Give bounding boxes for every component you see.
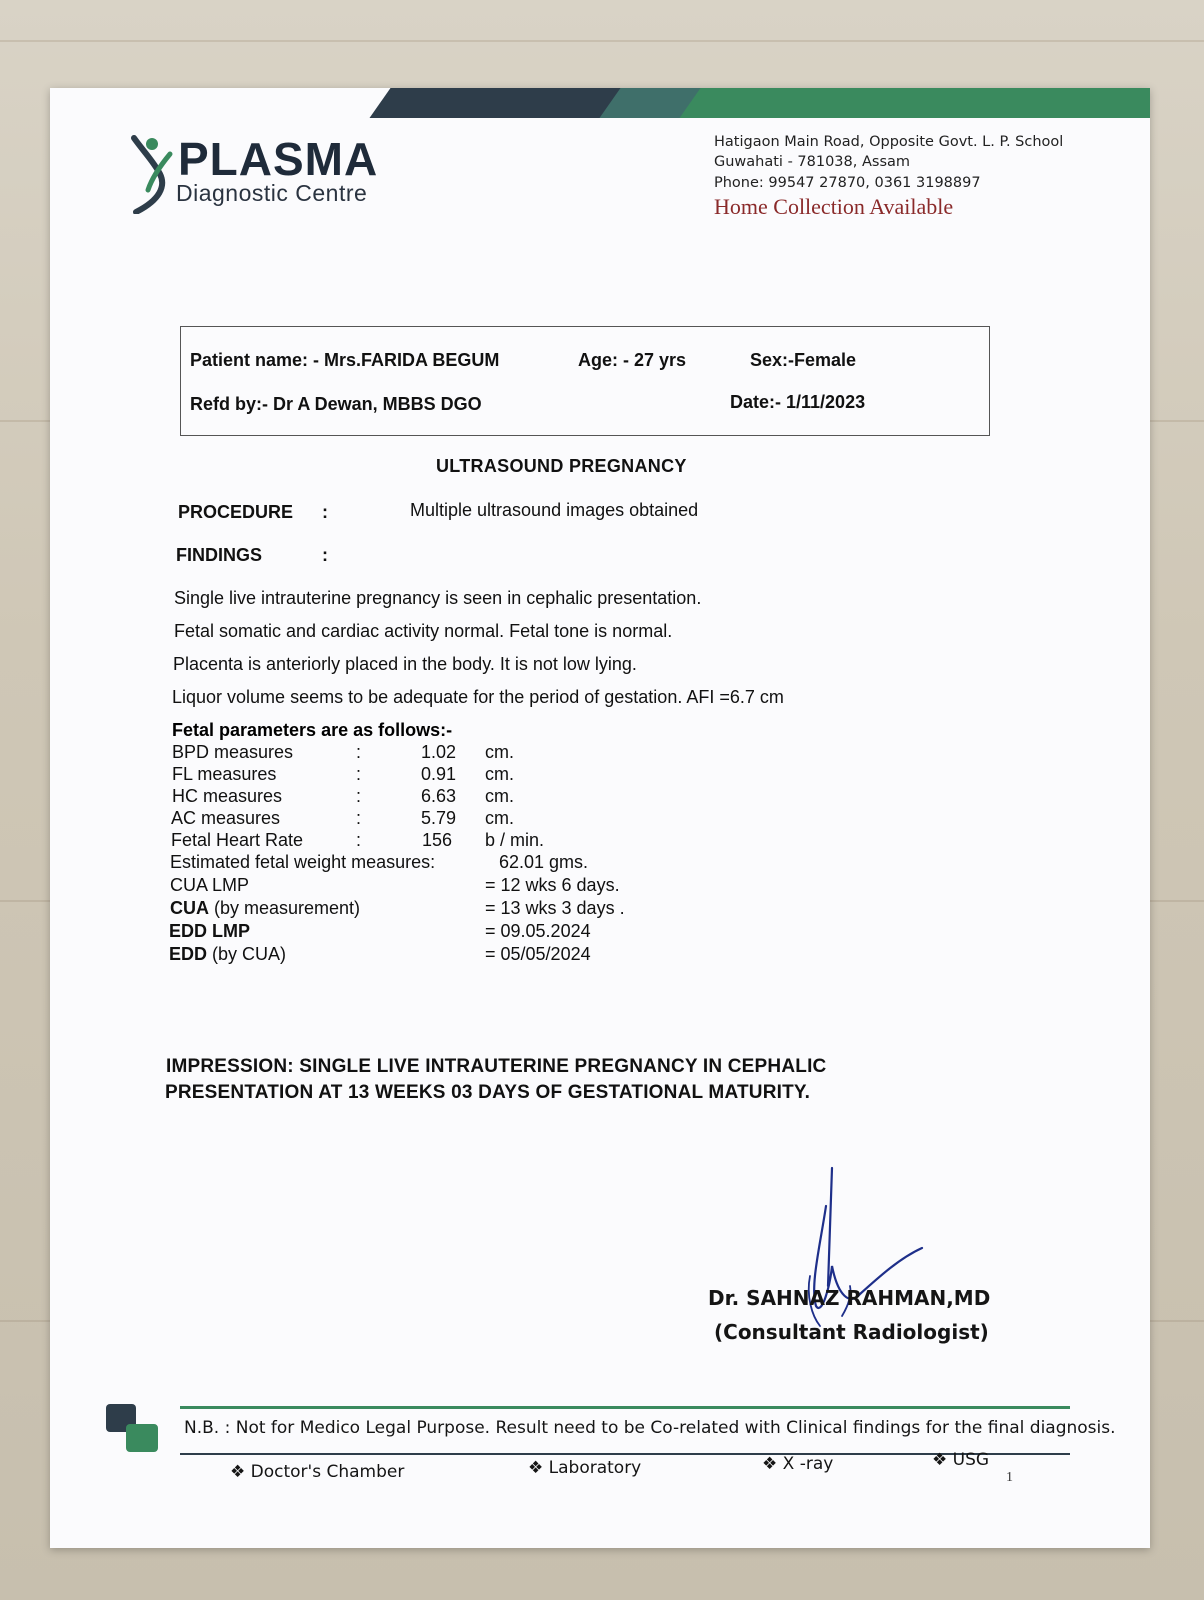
signature-scribble: [790, 1166, 930, 1336]
cua-measurement-label: [170, 898, 360, 919]
cua-measurement-value: = 13 wks 3 days .: [485, 898, 625, 918]
doctor-title: (Consultant Radiologist): [714, 1320, 989, 1344]
cua-bold: CUA: [170, 898, 209, 918]
disclaimer-note: N.B. : Not for Medico Legal Purpose. Result need to be Co-related with Clinical findings for the final diagnosis.: [184, 1418, 1116, 1438]
measure-label: BPD measures: [172, 742, 294, 762]
measure-value: 156: [422, 830, 453, 850]
service-usg: ❖ USG: [932, 1450, 990, 1470]
measure-value: 1.02: [421, 742, 457, 762]
phone-numbers: Phone: 99547 27870, 0361 3198897: [714, 175, 981, 191]
footer-line: [180, 1406, 1070, 1409]
finding-line: Liquor volume seems to be adequate for the period of gestation. AFI =6.7 cm: [172, 687, 784, 707]
finding-line: Single live intrauterine pregnancy is seen in cephalic presentation.: [174, 588, 702, 608]
procedure-text: Multiple ultrasound images obtained: [410, 500, 699, 520]
measure-unit: cm.: [485, 786, 514, 806]
measure-colon: :: [356, 830, 362, 850]
measure-colon: :: [356, 742, 362, 762]
edd-lmp-value: = 09.05.2024: [485, 921, 591, 941]
referred-by: Refd by:- Dr A Dewan, MBBS DGO: [190, 394, 482, 414]
measure-label: HC measures: [172, 786, 283, 806]
measure-unit: cm.: [485, 742, 514, 762]
address-line: Hatigaon Main Road, Opposite Govt. L. P. School: [714, 134, 1064, 150]
logo-subtitle: Diagnostic Centre: [176, 180, 368, 206]
service-laboratory: ❖ Laboratory: [528, 1458, 642, 1478]
cua-lmp-value: = 12 wks 6 days.: [485, 875, 620, 895]
patient-info-box: [180, 326, 990, 436]
procedure-label: PROCEDURE: [178, 502, 294, 522]
header-band-green: [679, 88, 1150, 118]
edd-lmp-label: EDD LMP: [169, 921, 250, 941]
service-xray: ❖ X -ray: [762, 1454, 834, 1474]
fetal-params-heading: Fetal parameters are as follows:-: [172, 720, 453, 740]
measure-unit: b / min.: [485, 830, 545, 850]
findings-label: FINDINGS: [176, 545, 263, 565]
findings-colon: :: [322, 545, 328, 565]
cua-rest: (by measurement): [209, 898, 361, 918]
impression-line: PRESENTATION AT 13 WEEKS 03 DAYS OF GESTATIONAL MATURITY.: [165, 1082, 811, 1103]
doctor-name: Dr. SAHNAZ RAHMAN,MD: [708, 1286, 991, 1310]
finding-line: Fetal somatic and cardiac activity normal. Fetal tone is normal.: [174, 621, 673, 641]
home-collection-text: Home Collection Available: [714, 194, 954, 219]
patient-sex: Sex:-Female: [750, 350, 857, 370]
service-doctors-chamber: ❖ Doctor's Chamber: [230, 1462, 405, 1482]
logo-figure-icon: [130, 132, 180, 214]
measure-value: 0.91: [421, 764, 457, 784]
patient-name: Patient name: - Mrs.FARIDA BEGUM: [190, 350, 500, 370]
report-date: Date:- 1/11/2023: [730, 392, 866, 412]
finding-line: Placenta is anteriorly placed in the body. It is not low lying.: [173, 654, 637, 674]
efw-value: 62.01 gms.: [499, 852, 589, 872]
measure-value: 6.63: [421, 786, 457, 806]
footer-square-green: [126, 1424, 158, 1452]
efw-label: Estimated fetal weight measures:: [170, 852, 436, 872]
measure-label: AC measures: [171, 808, 281, 828]
patient-age: Age: - 27 yrs: [578, 350, 687, 370]
cua-lmp-label: CUA LMP: [170, 875, 250, 895]
measure-value: 5.79: [421, 808, 457, 828]
report-title: ULTRASOUND PREGNANCY: [436, 456, 687, 476]
procedure-colon: :: [322, 502, 328, 522]
measure-label: Fetal Heart Rate: [171, 830, 304, 850]
edd-bold: EDD: [169, 944, 208, 964]
page-number: 1: [1006, 1470, 1013, 1485]
edd-rest: (by CUA): [207, 944, 287, 964]
address-city: Guwahati - 781038, Assam: [714, 154, 911, 170]
measure-unit: cm.: [485, 808, 514, 828]
measure-colon: :: [356, 808, 362, 828]
measure-colon: :: [356, 764, 362, 784]
impression-line: IMPRESSION: SINGLE LIVE INTRAUTERINE PREGNANCY IN CEPHALIC: [166, 1056, 827, 1077]
measure-unit: cm.: [485, 764, 514, 784]
logo-name: PLASMA: [178, 133, 379, 185]
measure-colon: :: [356, 786, 362, 806]
measure-label: FL measures: [172, 764, 277, 784]
edd-cua-label: [169, 944, 286, 965]
report-page: [50, 88, 1150, 1548]
edd-cua-value: = 05/05/2024: [485, 944, 591, 964]
